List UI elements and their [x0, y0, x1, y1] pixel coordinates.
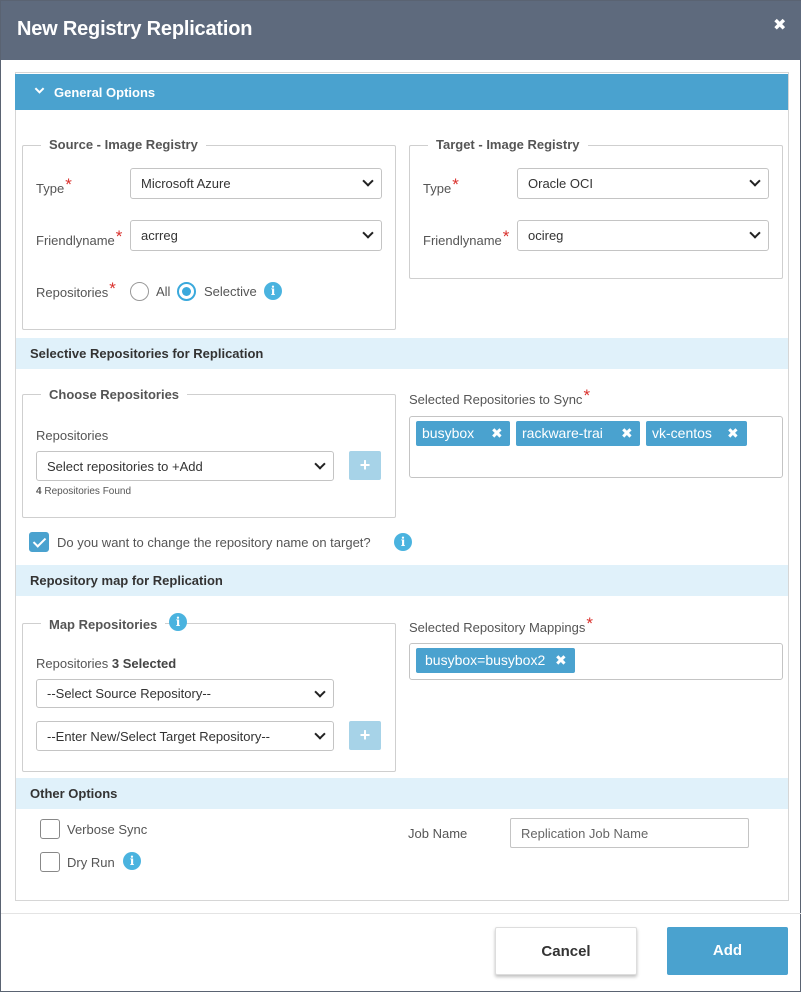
required-marker: *	[452, 175, 459, 194]
repo-tag: rackware-trai ✖	[516, 421, 640, 446]
chevron-down-icon	[362, 175, 373, 186]
radio-all-label: All	[156, 284, 171, 299]
map-section-title: Repository map for Replication	[30, 573, 223, 588]
chevron-down-icon	[314, 728, 325, 739]
selected-repos-label: Selected Repositories to Sync*	[409, 386, 591, 407]
chevron-down-icon	[314, 686, 325, 697]
general-options-label: General Options	[54, 85, 156, 100]
dry-run-checkbox[interactable]	[40, 852, 60, 872]
source-repositories-label: Repositories*	[36, 279, 116, 300]
repositories-found-text: 4 Repositories Found	[36, 486, 132, 497]
target-registry-group	[409, 145, 783, 279]
general-options-accordion[interactable]	[15, 74, 788, 110]
remove-icon[interactable]: ✖	[621, 425, 633, 441]
chevron-down-icon	[749, 175, 760, 186]
radio-selective[interactable]	[177, 282, 196, 301]
choose-repositories-label: Repositories	[36, 428, 109, 443]
verbose-sync-checkbox[interactable]	[40, 819, 60, 839]
target-type-select[interactable]: Oracle OCI	[517, 168, 769, 199]
required-marker: *	[109, 279, 116, 298]
target-friendlyname-select[interactable]: ocireg	[517, 220, 769, 251]
rename-repository-checkbox[interactable]	[29, 532, 49, 552]
dialog-header	[1, 1, 801, 60]
rename-repository-label: Do you want to change the repository name on target?	[57, 535, 371, 550]
chevron-down-icon	[314, 458, 325, 469]
other-section-bar	[16, 778, 788, 809]
add-mapping-button[interactable]: +	[349, 721, 381, 750]
selected-count: 3 Selected	[111, 656, 177, 671]
other-section-title: Other Options	[30, 786, 118, 801]
remove-icon[interactable]: ✖	[727, 425, 739, 441]
mappings-box[interactable]	[409, 643, 783, 680]
radio-selective-label: Selective	[204, 284, 257, 299]
source-type-select[interactable]: Microsoft Azure	[130, 168, 382, 199]
map-repositories-legend: Map Repositories	[41, 617, 165, 632]
source-registry-legend: Source - Image Registry	[41, 137, 206, 152]
remove-icon[interactable]: ✖	[555, 652, 567, 668]
add-button[interactable]: Add	[667, 927, 788, 975]
selective-section-title: Selective Repositories for Replication	[30, 346, 264, 361]
radio-all[interactable]	[130, 282, 149, 301]
info-icon[interactable]: i	[169, 613, 187, 631]
cancel-button[interactable]: Cancel	[495, 927, 637, 975]
map-section-bar	[16, 565, 788, 596]
target-type-label: Type*	[423, 175, 459, 196]
mapping-tag: busybox=busybox2 ✖	[416, 648, 575, 673]
remove-icon[interactable]: ✖	[491, 425, 503, 441]
add-repository-button[interactable]: +	[349, 451, 381, 480]
chevron-down-icon	[34, 85, 45, 96]
dialog-title: New Registry Replication	[17, 18, 253, 40]
select-repositories-dropdown[interactable]: Select repositories to +Add	[36, 451, 334, 481]
map-repositories-label: Repositories 3 Selected	[36, 656, 177, 671]
chevron-down-icon	[749, 227, 760, 238]
choose-repositories-legend: Choose Repositories	[41, 387, 187, 402]
target-friendlyname-label: Friendlyname*	[423, 227, 510, 248]
source-friendlyname-select[interactable]: acrreg	[130, 220, 382, 251]
target-registry-legend: Target - Image Registry	[428, 137, 588, 152]
required-marker: *	[502, 227, 510, 246]
info-icon[interactable]: i	[264, 282, 282, 300]
source-type-label: Type*	[36, 175, 72, 196]
repo-tag: busybox ✖	[416, 421, 510, 446]
verbose-sync-label: Verbose Sync	[67, 822, 148, 837]
job-name-input[interactable]	[510, 818, 749, 848]
required-marker: *	[583, 386, 591, 405]
source-repository-select[interactable]: --Select Source Repository--	[36, 679, 334, 708]
footer-divider	[1, 913, 801, 914]
target-repository-select[interactable]: --Enter New/Select Target Repository--	[36, 721, 334, 751]
required-marker: *	[115, 227, 123, 246]
selected-repos-box[interactable]	[409, 416, 783, 478]
info-icon[interactable]: i	[394, 533, 412, 551]
source-friendlyname-label: Friendlyname*	[36, 227, 123, 248]
chevron-down-icon	[362, 227, 373, 238]
job-name-label: Job Name	[408, 826, 468, 841]
mappings-label: Selected Repository Mappings*	[409, 614, 593, 635]
required-marker: *	[586, 614, 593, 633]
required-marker: *	[65, 175, 72, 194]
selective-section-bar	[16, 338, 788, 369]
repo-tag: vk-centos ✖	[646, 421, 747, 446]
dry-run-label: Dry Run	[67, 855, 115, 870]
close-icon[interactable]: ✖	[773, 17, 787, 34]
info-icon[interactable]: i	[123, 852, 141, 870]
